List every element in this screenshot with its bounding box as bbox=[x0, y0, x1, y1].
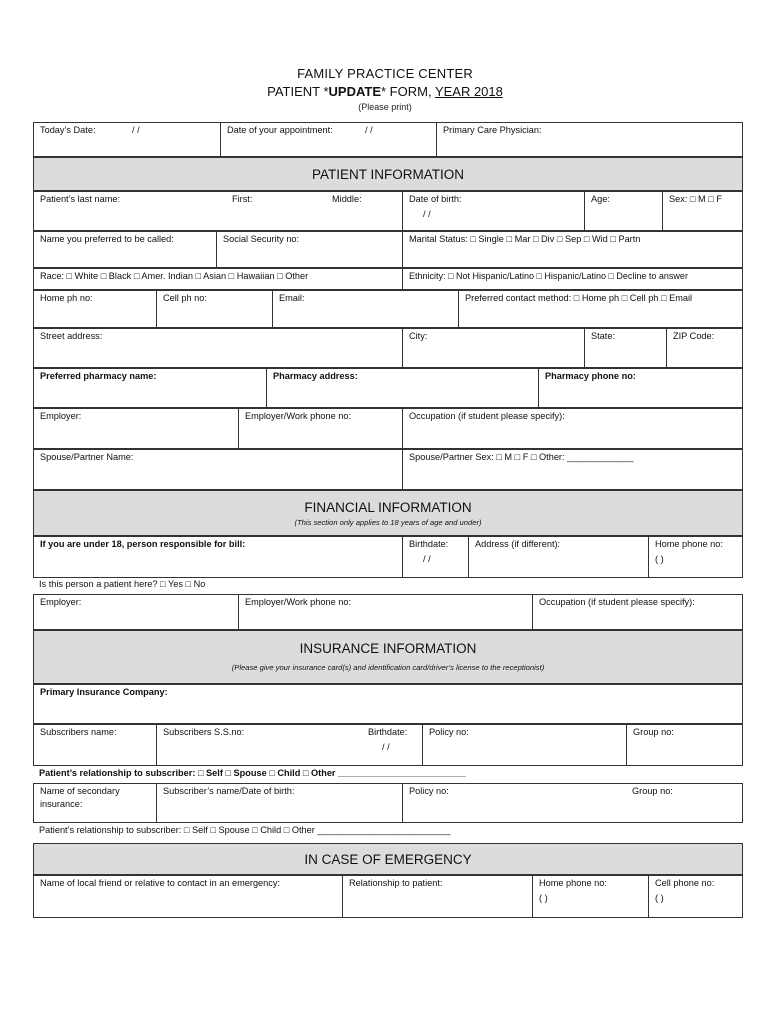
pharmacy-row bbox=[33, 368, 743, 408]
subscriber-name-field[interactable] bbox=[34, 725, 156, 765]
financial-info-note: (This section only applies to 18 years of age and under) bbox=[294, 518, 482, 527]
spouse-sex-field[interactable] bbox=[402, 450, 742, 489]
employer-phone-label: Employer/Work phone no: bbox=[245, 411, 352, 421]
contact-row bbox=[33, 290, 743, 328]
responsible-party-row bbox=[33, 536, 743, 578]
subscriber-birthdate-label: Birthdate: bbox=[368, 727, 408, 737]
preferred-name-label: Name you preferred to be called: bbox=[40, 234, 174, 244]
sex-field[interactable] bbox=[662, 192, 742, 230]
secondary-insurance-row bbox=[33, 783, 743, 823]
subscriber-birthdate-slashes: / / bbox=[382, 742, 390, 752]
emergency-home-phone-label: Home phone no: bbox=[539, 878, 607, 888]
pharmacy-name-field[interactable] bbox=[34, 369, 266, 407]
responsible-home-phone-label: Home phone no: bbox=[655, 539, 723, 549]
primary-relationship-line[interactable]: Patient’s relationship to subscriber: □ Self □ Spouse □ Child □ Other _________________________ bbox=[39, 768, 466, 778]
marital-status-label: Marital Status: □ Single □ Mar □ Div □ Sep □ Wid □ Partn bbox=[409, 234, 641, 244]
emergency-row bbox=[33, 875, 743, 918]
appointment-date-slashes: / / bbox=[365, 125, 373, 135]
responsible-birthdate-slashes: / / bbox=[423, 554, 431, 564]
preferred-name-field[interactable] bbox=[34, 232, 216, 267]
first-name-label: First: bbox=[232, 194, 253, 204]
group-label: Group no: bbox=[633, 727, 674, 737]
primary-insurance-row bbox=[33, 684, 743, 724]
pharmacy-address-field[interactable] bbox=[266, 369, 538, 407]
responsible-address-label: Address (if different): bbox=[475, 539, 561, 549]
subtitle-pre: PATIENT * bbox=[267, 84, 329, 99]
fin-employer-field[interactable] bbox=[34, 595, 238, 629]
emergency-title: IN CASE OF EMERGENCY bbox=[304, 852, 472, 867]
fin-employer-phone-label: Employer/Work phone no: bbox=[245, 597, 352, 607]
ethnicity-label: Ethnicity: □ Not Hispanic/Latino □ Hispanic/Latino □ Decline to answer bbox=[409, 271, 688, 281]
fin-occupation-field[interactable] bbox=[532, 595, 742, 629]
pharmacy-phone-field[interactable] bbox=[538, 369, 742, 407]
cell-phone-label: Cell ph no: bbox=[163, 293, 207, 303]
emergency-relationship-field[interactable] bbox=[342, 876, 532, 917]
emergency-contact-field[interactable] bbox=[34, 876, 342, 917]
emergency-header bbox=[33, 843, 743, 875]
spouse-name-field[interactable] bbox=[34, 450, 402, 489]
responsible-party-label: If you are under 18, person responsible for bill: bbox=[40, 539, 246, 549]
city-field[interactable] bbox=[402, 329, 584, 367]
street-field[interactable] bbox=[34, 329, 402, 367]
zip-field[interactable] bbox=[666, 329, 742, 367]
financial-info-header bbox=[33, 490, 743, 536]
employer-field[interactable] bbox=[34, 409, 238, 448]
city-label: City: bbox=[409, 331, 428, 341]
fin-employer-phone-field[interactable] bbox=[238, 595, 532, 629]
race-field[interactable] bbox=[34, 269, 402, 289]
responsible-party-field[interactable] bbox=[34, 537, 402, 577]
subscriber-ssn-label: Subscribers S.S.no: bbox=[163, 727, 245, 737]
responsible-home-phone-field[interactable] bbox=[648, 537, 742, 577]
dob-label: Date of birth: bbox=[409, 194, 462, 204]
pharmacy-address-label: Pharmacy address: bbox=[273, 371, 358, 381]
state-label: State: bbox=[591, 331, 616, 341]
marital-status-field[interactable] bbox=[402, 232, 742, 267]
secondary-relationship-line[interactable]: Patient’s relationship to subscriber: □ Self □ Spouse □ Child □ Other __________________________ bbox=[39, 825, 451, 835]
name-dob-row bbox=[33, 191, 743, 231]
spouse-row bbox=[33, 449, 743, 490]
spouse-name-label: Spouse/Partner Name: bbox=[40, 452, 134, 462]
secondary-policy-field[interactable] bbox=[402, 784, 626, 822]
subtitle-update: UPDATE bbox=[328, 84, 381, 99]
top-info-row bbox=[33, 122, 743, 157]
is-patient-question[interactable]: Is this person a patient here? □ Yes □ No bbox=[39, 579, 206, 589]
secondary-group-label: Group no: bbox=[632, 786, 673, 796]
todays-date-slashes: / / bbox=[132, 125, 140, 135]
appointment-date-label: Date of your appointment: bbox=[227, 125, 333, 135]
secondary-policy-label: Policy no: bbox=[409, 786, 449, 796]
home-phone-field[interactable] bbox=[34, 291, 156, 327]
group-field[interactable] bbox=[626, 725, 742, 765]
middle-name-label: Middle: bbox=[332, 194, 362, 204]
secondary-subscriber-label: Subscriber’s name/Date of birth: bbox=[163, 786, 295, 796]
zip-label: ZIP Code: bbox=[673, 331, 715, 341]
dob-field[interactable] bbox=[402, 192, 584, 230]
insurance-info-note: (Please give your insurance card(s) and identification card/driver’s license to the receptionist) bbox=[231, 663, 545, 672]
patient-info-header bbox=[33, 157, 743, 191]
emergency-home-phone-field[interactable] bbox=[532, 876, 648, 917]
contact-method-label: Preferred contact method: □ Home ph □ Cell ph □ Email bbox=[465, 293, 693, 303]
responsible-birthdate-field[interactable] bbox=[402, 537, 468, 577]
home-phone-label: Home ph no: bbox=[40, 293, 93, 303]
contact-method-field[interactable] bbox=[458, 291, 742, 327]
financial-employment-row bbox=[33, 594, 743, 630]
primary-insurance-label: Primary Insurance Company: bbox=[40, 687, 168, 697]
state-field[interactable] bbox=[584, 329, 666, 367]
occupation-field[interactable] bbox=[402, 409, 742, 448]
email-label: Email: bbox=[279, 293, 305, 303]
age-field[interactable] bbox=[584, 192, 662, 230]
secondary-insurance-field[interactable] bbox=[34, 784, 156, 822]
subscriber-ssn-field[interactable] bbox=[156, 725, 362, 765]
policy-field[interactable] bbox=[422, 725, 626, 765]
financial-info-title: FINANCIAL INFORMATION bbox=[304, 500, 472, 515]
ssn-field[interactable] bbox=[216, 232, 402, 267]
race-ethnicity-row bbox=[33, 268, 743, 290]
pcp-field[interactable] bbox=[436, 123, 742, 156]
employer-label: Employer: bbox=[40, 411, 82, 421]
dob-slashes: / / bbox=[423, 209, 431, 219]
responsible-phone-parens: ( ) bbox=[655, 554, 664, 564]
subscriber-row bbox=[33, 724, 743, 766]
ethnicity-field[interactable] bbox=[402, 269, 742, 289]
form-title: FAMILY PRACTICE CENTER bbox=[297, 66, 473, 81]
last-name-label: Patient’s last name: bbox=[40, 194, 121, 204]
insurance-info-title: INSURANCE INFORMATION bbox=[299, 641, 477, 656]
emergency-cell-phone-parens: ( ) bbox=[655, 893, 664, 903]
street-label: Street address: bbox=[40, 331, 103, 341]
secondary-insurance-label-1: Name of secondary bbox=[40, 786, 120, 796]
pharmacy-phone-label: Pharmacy phone no: bbox=[545, 371, 636, 381]
patient-update-form bbox=[33, 122, 743, 918]
sex-label: Sex: □ M □ F bbox=[669, 194, 722, 204]
emergency-home-phone-parens: ( ) bbox=[539, 893, 548, 903]
fin-employer-label: Employer: bbox=[40, 597, 82, 607]
cell-phone-field[interactable] bbox=[156, 291, 272, 327]
fin-occupation-label: Occupation (if student please specify): bbox=[539, 597, 695, 607]
race-label: Race: □ White □ Black □ Amer. Indian □ Asian □ Hawaiian □ Other bbox=[40, 271, 309, 281]
policy-label: Policy no: bbox=[429, 727, 469, 737]
please-print-note: (Please print) bbox=[358, 102, 412, 112]
responsible-birthdate-label: Birthdate: bbox=[409, 539, 449, 549]
patient-info-title: PATIENT INFORMATION bbox=[311, 167, 464, 182]
emergency-cell-phone-field[interactable] bbox=[648, 876, 742, 917]
responsible-address-field[interactable] bbox=[468, 537, 648, 577]
employment-row bbox=[33, 408, 743, 449]
patient-name-field[interactable] bbox=[34, 192, 402, 230]
appointment-date-field[interactable] bbox=[220, 123, 434, 156]
subtitle-year: YEAR 2018 bbox=[434, 84, 503, 99]
spouse-sex-label: Spouse/Partner Sex: □ M □ F □ Other: _____________ bbox=[409, 452, 634, 462]
todays-date-label: Today’s Date: bbox=[40, 125, 96, 135]
occupation-label: Occupation (if student please specify): bbox=[409, 411, 565, 421]
todays-date-field[interactable] bbox=[34, 123, 220, 156]
age-label: Age: bbox=[591, 194, 610, 204]
emergency-relationship-label: Relationship to patient: bbox=[349, 878, 443, 888]
subscriber-birthdate-field[interactable] bbox=[362, 725, 422, 765]
secondary-group-field[interactable] bbox=[626, 784, 742, 822]
ssn-label: Social Security no: bbox=[223, 234, 300, 244]
primary-insurance-field[interactable] bbox=[34, 685, 742, 723]
subscriber-name-label: Subscribers name: bbox=[40, 727, 117, 737]
insurance-info-header bbox=[33, 630, 743, 684]
pharmacy-name-label: Preferred pharmacy name: bbox=[40, 371, 157, 381]
pcp-label: Primary Care Physician: bbox=[443, 125, 542, 135]
email-field[interactable] bbox=[272, 291, 458, 327]
employer-phone-field[interactable] bbox=[238, 409, 402, 448]
preferred-name-row bbox=[33, 231, 743, 268]
secondary-subscriber-field[interactable] bbox=[156, 784, 402, 822]
address-row bbox=[33, 328, 743, 368]
emergency-contact-label: Name of local friend or relative to contact in an emergency: bbox=[40, 878, 281, 888]
form-subtitle bbox=[0, 84, 770, 99]
secondary-insurance-label-2: insurance: bbox=[40, 799, 83, 809]
subtitle-mid: * FORM, bbox=[381, 84, 435, 99]
emergency-cell-phone-label: Cell phone no: bbox=[655, 878, 715, 888]
